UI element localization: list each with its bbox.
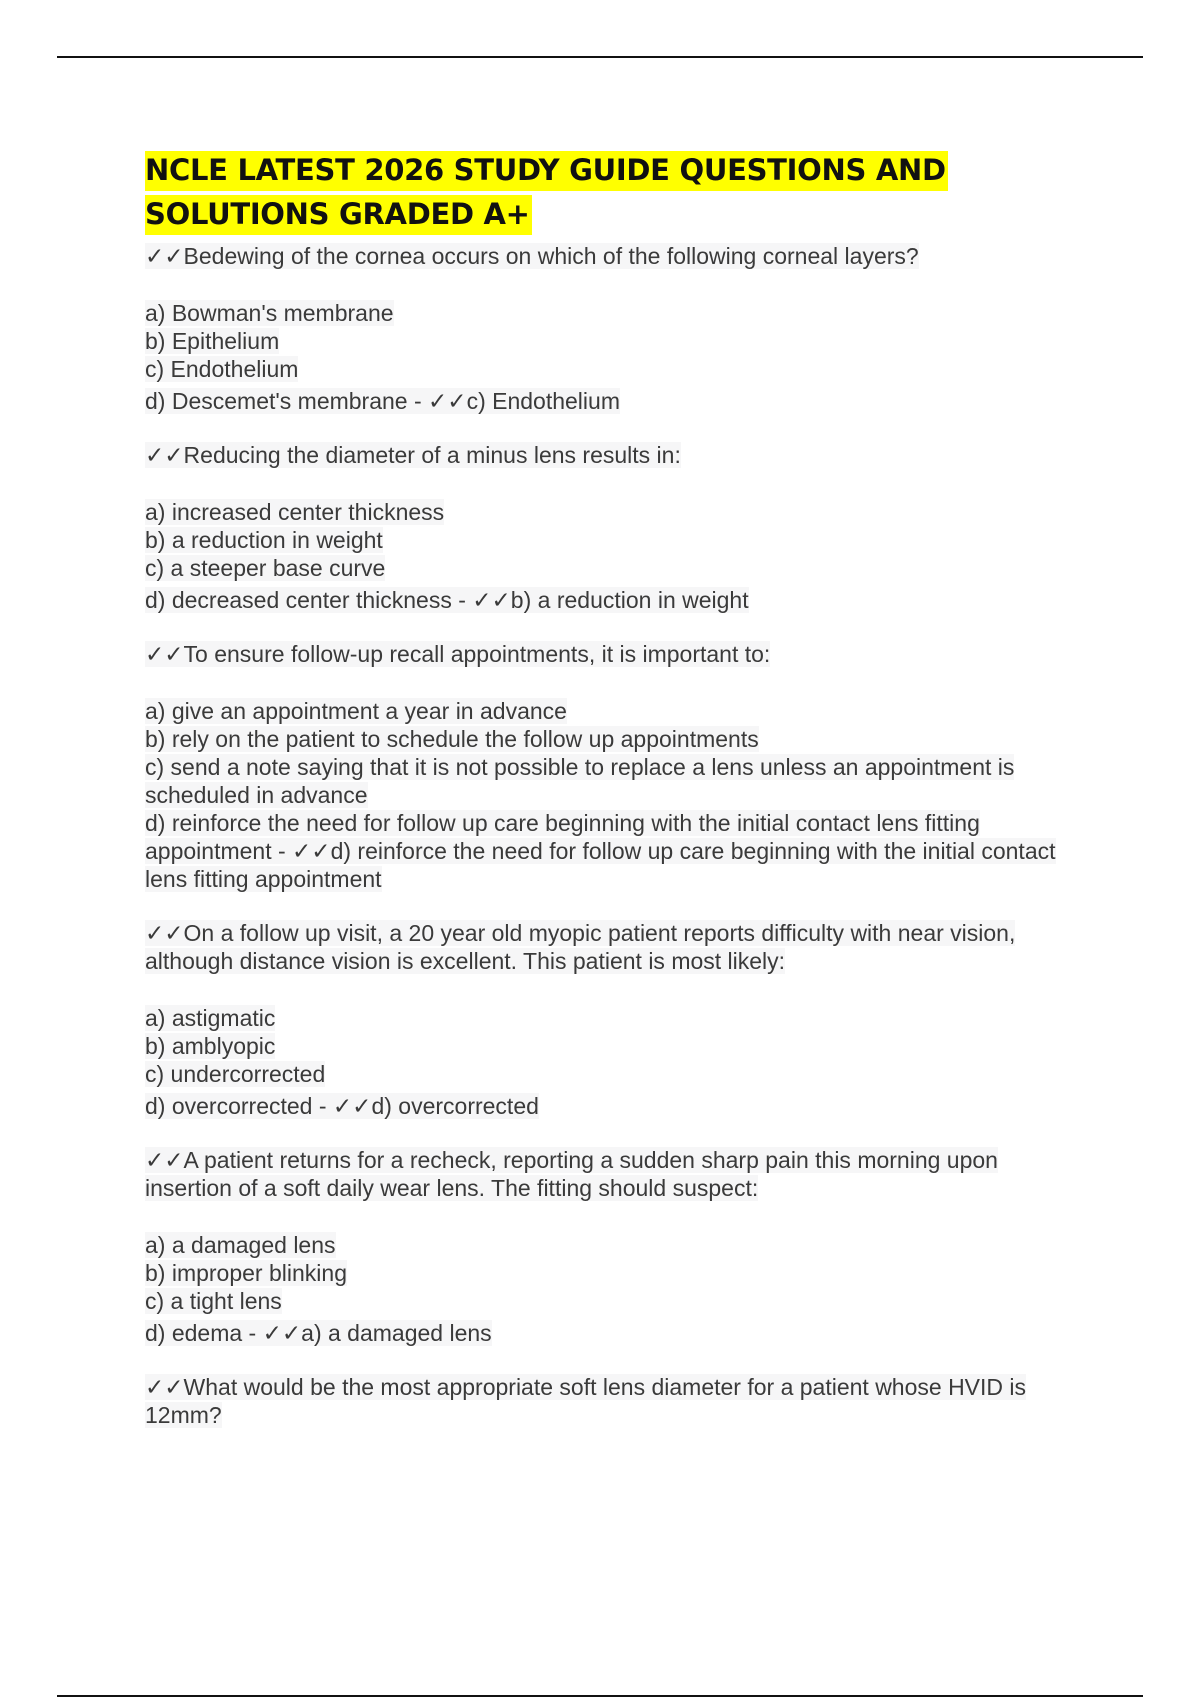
footer-rule — [57, 1695, 1143, 1697]
question-1 — [145, 242, 1085, 415]
option-c: c) a tight lens — [145, 1288, 282, 1314]
question-stem: ✓✓What would be the most appropriate soft lens diameter for a patient whose HVID is 12mm? — [145, 1374, 1027, 1428]
header-rule — [57, 56, 1143, 58]
option-a: a) a damaged lens — [145, 1232, 336, 1258]
option-d-answer: d) Descemet's membrane - ✓✓c) Endothelium — [145, 388, 620, 414]
question-stem: ✓✓A patient returns for a recheck, reporting a sudden sharp pain this morning upon insertion of a soft daily wear lens. The fitting should suspect: — [145, 1147, 998, 1201]
question-5 — [145, 1146, 1085, 1347]
question-stem: ✓✓Reducing the diameter of a minus lens results in: — [145, 442, 681, 468]
document-body — [145, 148, 1085, 1458]
option-c: c) undercorrected — [145, 1061, 326, 1087]
question-4 — [145, 919, 1085, 1120]
question-stem: ✓✓Bedewing of the cornea occurs on which of the following corneal layers? — [145, 243, 919, 269]
option-b: b) amblyopic — [145, 1033, 276, 1059]
question-stem: ✓✓On a follow up visit, a 20 year old myopic patient reports difficulty with near vision, although distance vision is excellent. This patient is most likely: — [145, 920, 1016, 974]
option-a: a) astigmatic — [145, 1005, 276, 1031]
option-c: c) send a note saying that it is not possible to replace a lens unless an appointment is scheduled in advance — [145, 754, 1015, 808]
option-d-answer: d) edema - ✓✓a) a damaged lens — [145, 1320, 492, 1346]
option-b: b) improper blinking — [145, 1260, 347, 1286]
document-title: NCLE LATEST 2026 STUDY GUIDE QUESTIONS AND SOLUTIONS GRADED A+ — [145, 148, 1085, 236]
question-2 — [145, 441, 1085, 614]
option-b: b) rely on the patient to schedule the follow up appointments — [145, 726, 759, 752]
option-d-answer: d) decreased center thickness - ✓✓b) a reduction in weight — [145, 587, 749, 613]
option-b: b) Epithelium — [145, 328, 280, 354]
question-3 — [145, 640, 1085, 893]
option-a: a) Bowman's membrane — [145, 300, 394, 326]
question-6 — [145, 1373, 1085, 1429]
option-c: c) a steeper base curve — [145, 555, 386, 581]
option-d-answer: d) overcorrected - ✓✓d) overcorrected — [145, 1093, 539, 1119]
option-a: a) increased center thickness — [145, 499, 445, 525]
option-d-answer: d) reinforce the need for follow up care beginning with the initial contact lens fitting appointment - ✓✓d) reinforce the need for follow up care beginning with the initial contact lens fitting appointment — [145, 810, 1056, 892]
option-a: a) give an appointment a year in advance — [145, 698, 567, 724]
option-b: b) a reduction in weight — [145, 527, 383, 553]
option-c: c) Endothelium — [145, 356, 299, 382]
question-stem: ✓✓To ensure follow-up recall appointments, it is important to: — [145, 641, 771, 667]
